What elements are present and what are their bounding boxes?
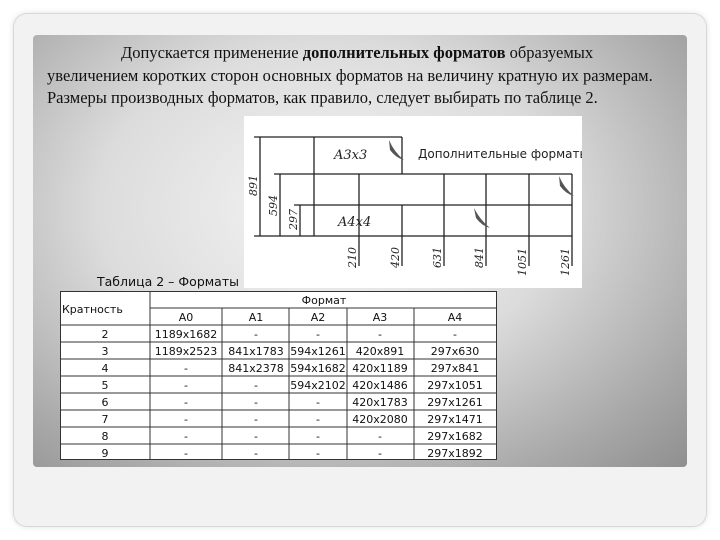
paragraph-text-2: образуемых увеличением коротких сторон основных форматов на величину кратную их размерам. Размеры производных форматов, как правило, следует выбирать по таблице 2. bbox=[47, 43, 653, 107]
dim-297: 297 bbox=[287, 209, 300, 230]
table-cell: - bbox=[316, 328, 320, 341]
table-cell: - bbox=[254, 430, 258, 443]
table-cell: 297x1892 bbox=[427, 447, 483, 460]
dim-1051: 1051 bbox=[516, 248, 529, 276]
table-cell: 1189x2523 bbox=[154, 345, 218, 358]
table-cell: 420x891 bbox=[355, 345, 405, 358]
table-cell: - bbox=[254, 379, 258, 392]
table-row bbox=[102, 413, 483, 426]
column-header-a4: A4 bbox=[447, 311, 463, 324]
row-multiplicity: 6 bbox=[101, 396, 109, 409]
table-cell: - bbox=[184, 379, 188, 392]
table-cell: 594x2102 bbox=[290, 379, 346, 392]
header-kratnost: Кратность bbox=[62, 303, 123, 316]
row-multiplicity: 4 bbox=[101, 362, 109, 375]
table-cell: - bbox=[378, 430, 382, 443]
table-cell: 420x1783 bbox=[352, 396, 408, 409]
table-cell: 594x1682 bbox=[290, 362, 346, 375]
formats-table bbox=[60, 291, 497, 460]
table-cell: - bbox=[378, 447, 382, 460]
body-paragraph bbox=[47, 42, 667, 110]
column-header-a0: A0 bbox=[178, 311, 194, 324]
table-cell: - bbox=[184, 430, 188, 443]
table-caption: Таблица 2 – Форматы bbox=[97, 274, 239, 289]
table-cell: 841x1783 bbox=[228, 345, 284, 358]
table-row bbox=[102, 345, 480, 358]
table-row bbox=[102, 447, 483, 460]
table-cell: - bbox=[184, 413, 188, 426]
row-multiplicity: 9 bbox=[101, 447, 109, 460]
table-row bbox=[102, 362, 480, 375]
table-cell: - bbox=[254, 396, 258, 409]
table-cell: 297x630 bbox=[430, 345, 480, 358]
row-multiplicity: 8 bbox=[101, 430, 109, 443]
table-cell: 297x1051 bbox=[427, 379, 483, 392]
row-multiplicity: 7 bbox=[101, 413, 109, 426]
column-header-a2: A2 bbox=[310, 311, 326, 324]
table-cell: - bbox=[254, 447, 258, 460]
table-cell: 297x841 bbox=[430, 362, 480, 375]
diagram-title: Дополнительные форматы bbox=[418, 147, 582, 161]
table-cell: 420x1486 bbox=[352, 379, 408, 392]
table-cell: 420x1189 bbox=[352, 362, 408, 375]
dim-891: 891 bbox=[247, 175, 260, 196]
table-cell: - bbox=[378, 328, 382, 341]
dim-1261: 1261 bbox=[559, 248, 572, 276]
table-row bbox=[102, 396, 483, 409]
table-row bbox=[102, 328, 458, 341]
table-row bbox=[102, 379, 483, 392]
table-cell: - bbox=[453, 328, 457, 341]
table-cell: 1189x1682 bbox=[154, 328, 218, 341]
table-cell: - bbox=[316, 396, 320, 409]
table-cell: 420x2080 bbox=[352, 413, 408, 426]
table-cell: - bbox=[184, 396, 188, 409]
paragraph-text-1: Допускается применение bbox=[121, 43, 303, 62]
table-cell: - bbox=[254, 328, 258, 341]
table-cell: - bbox=[316, 447, 320, 460]
table-row bbox=[102, 430, 483, 443]
dim-420: 420 bbox=[389, 247, 402, 268]
row-multiplicity: 2 bbox=[101, 328, 109, 341]
label-a3x3: A3x3 bbox=[334, 148, 368, 163]
table-cell: - bbox=[254, 413, 258, 426]
dim-631: 631 bbox=[431, 247, 444, 268]
header-format: Формат bbox=[301, 294, 347, 307]
table-cell: 841x2378 bbox=[228, 362, 284, 375]
formats-diagram bbox=[244, 116, 582, 288]
table-cell: - bbox=[184, 362, 188, 375]
table-cell: 297x1471 bbox=[427, 413, 483, 426]
table-cell: - bbox=[184, 447, 188, 460]
dim-210: 210 bbox=[346, 247, 359, 268]
table-cell: 297x1261 bbox=[427, 396, 483, 409]
column-header-a3: A3 bbox=[372, 311, 388, 324]
dim-841: 841 bbox=[473, 247, 486, 268]
table-cell: 594x1261 bbox=[290, 345, 346, 358]
table-cell: - bbox=[316, 430, 320, 443]
row-multiplicity: 3 bbox=[101, 345, 109, 358]
dim-594: 594 bbox=[267, 195, 280, 216]
table-cell: - bbox=[316, 413, 320, 426]
row-multiplicity: 5 bbox=[101, 379, 109, 392]
table-cell: 297x1682 bbox=[427, 430, 483, 443]
label-a4x4: A4x4 bbox=[338, 215, 372, 230]
column-header-a1: A1 bbox=[248, 311, 264, 324]
paragraph-bold-term: дополнительных форматов bbox=[302, 43, 506, 62]
